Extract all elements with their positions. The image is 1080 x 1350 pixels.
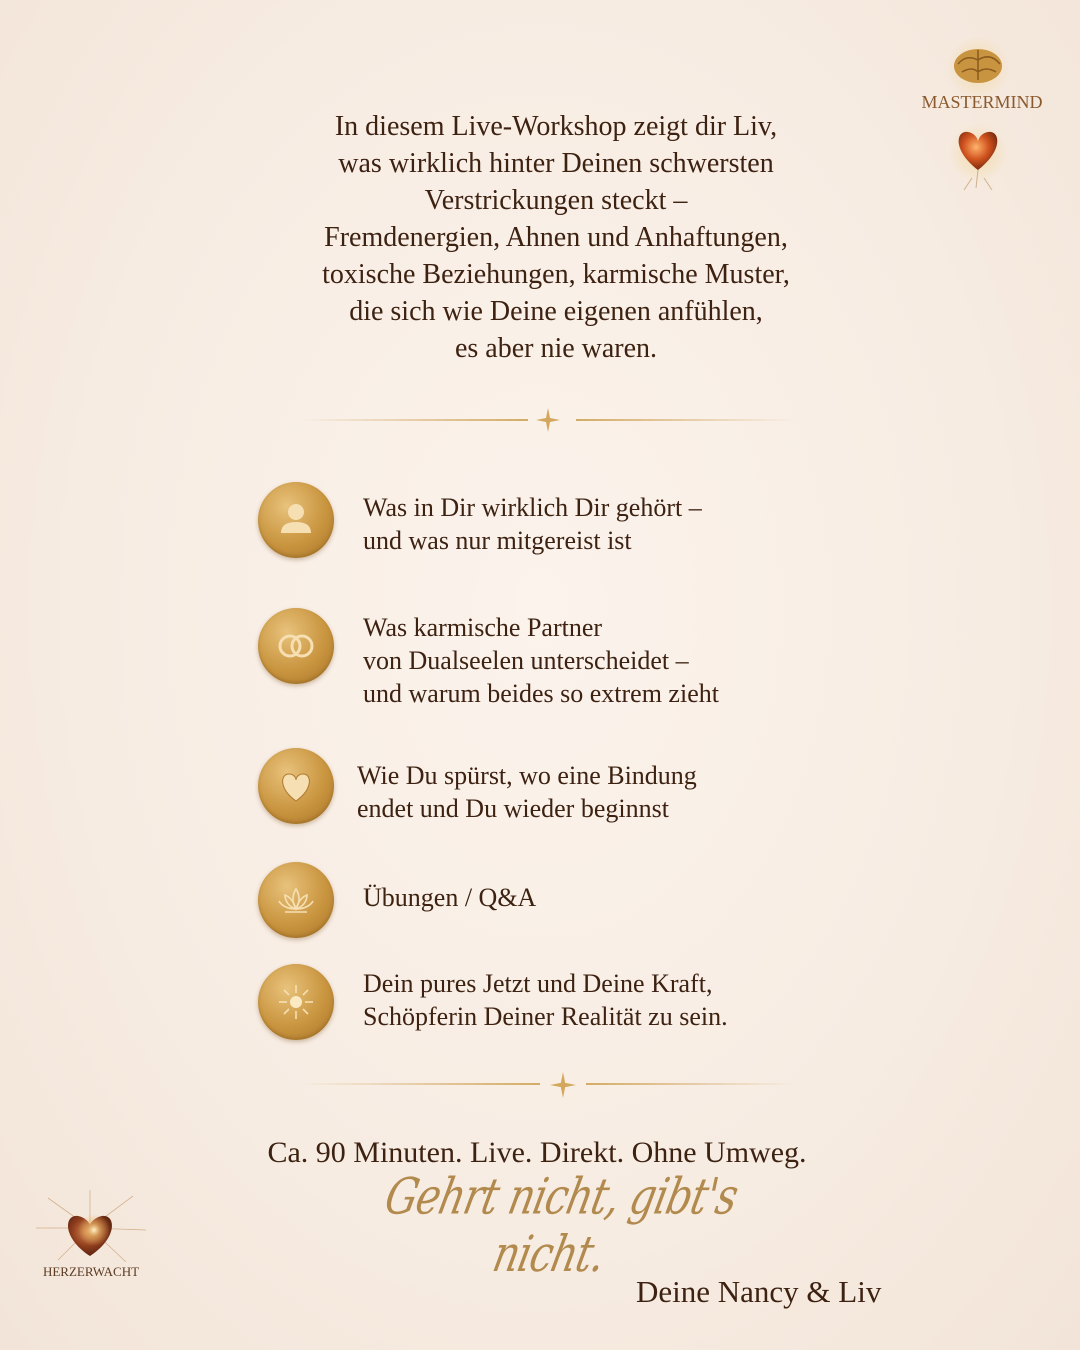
divider-bottom bbox=[300, 1072, 796, 1096]
list-item-line: und was nur mitgereist ist bbox=[363, 526, 632, 555]
intro-line: toxische Beziehungen, karmische Muster, bbox=[322, 259, 790, 290]
medal bbox=[258, 482, 334, 558]
sun-icon bbox=[271, 977, 321, 1027]
sparkle-icon bbox=[536, 408, 560, 432]
medal bbox=[258, 608, 334, 684]
medal bbox=[258, 862, 334, 938]
intro-line: was wirklich hinter Deinen schwersten bbox=[338, 148, 774, 179]
intro-paragraph bbox=[230, 108, 882, 367]
intro-line: die sich wie Deine eigenen anfühlen, bbox=[349, 296, 763, 327]
list-item-text bbox=[363, 967, 728, 1033]
heart-icon bbox=[271, 761, 321, 811]
rings-icon bbox=[271, 621, 321, 671]
person-icon bbox=[271, 495, 321, 545]
medal bbox=[258, 964, 334, 1040]
list-item-line: Was in Dir wirklich Dir gehört – bbox=[363, 493, 702, 522]
brain-heart-icon bbox=[912, 38, 1052, 198]
mastermind-wordmark: MASTERMIND bbox=[921, 92, 1043, 112]
mastermind-logo bbox=[912, 38, 1052, 198]
list-item-line: Was karmische Partner bbox=[363, 613, 603, 642]
list-item-line: und warum beides so extrem zieht bbox=[363, 679, 719, 708]
list-item-line: Übungen / Q&A bbox=[363, 883, 537, 912]
intro-line: Fremdenergien, Ahnen und Anhaftungen, bbox=[324, 222, 788, 253]
list-item-text bbox=[363, 881, 536, 914]
intro-line: Verstrickungen steckt – bbox=[424, 185, 688, 216]
list-item-text bbox=[363, 611, 719, 710]
list-item-line: von Dualseelen unterscheidet – bbox=[363, 646, 689, 675]
tagline-script: Gehrt nicht, gibt's nicht. bbox=[379, 1168, 743, 1284]
sparkle-icon bbox=[550, 1072, 576, 1098]
intro-line: es aber nie waren. bbox=[454, 333, 658, 364]
list-item-text bbox=[357, 759, 697, 825]
list-item-line: Dein pures Jetzt und Deine Kraft, bbox=[363, 969, 713, 998]
herzerwacht-logo bbox=[28, 1188, 158, 1288]
herzerwacht-wordmark: HERZERWACHT bbox=[42, 1264, 140, 1279]
lotus-icon bbox=[271, 875, 321, 925]
duration-text: Ca. 90 Minuten. Live. Direkt. Ohne Umweg. bbox=[267, 1136, 807, 1169]
list-item-line: Wie Du spürst, wo eine Bindung bbox=[357, 761, 697, 790]
list-item-text bbox=[363, 491, 702, 557]
signature: Deine Nancy & Liv bbox=[636, 1274, 882, 1309]
divider-top bbox=[300, 408, 796, 432]
intro-line: In diesem Live-Workshop zeigt dir Liv, bbox=[334, 111, 778, 142]
list-item-line: Schöpferin Deiner Realität zu sein. bbox=[363, 1002, 728, 1031]
medal bbox=[258, 748, 334, 824]
list-item-line: endet und Du wieder beginnst bbox=[357, 794, 669, 823]
